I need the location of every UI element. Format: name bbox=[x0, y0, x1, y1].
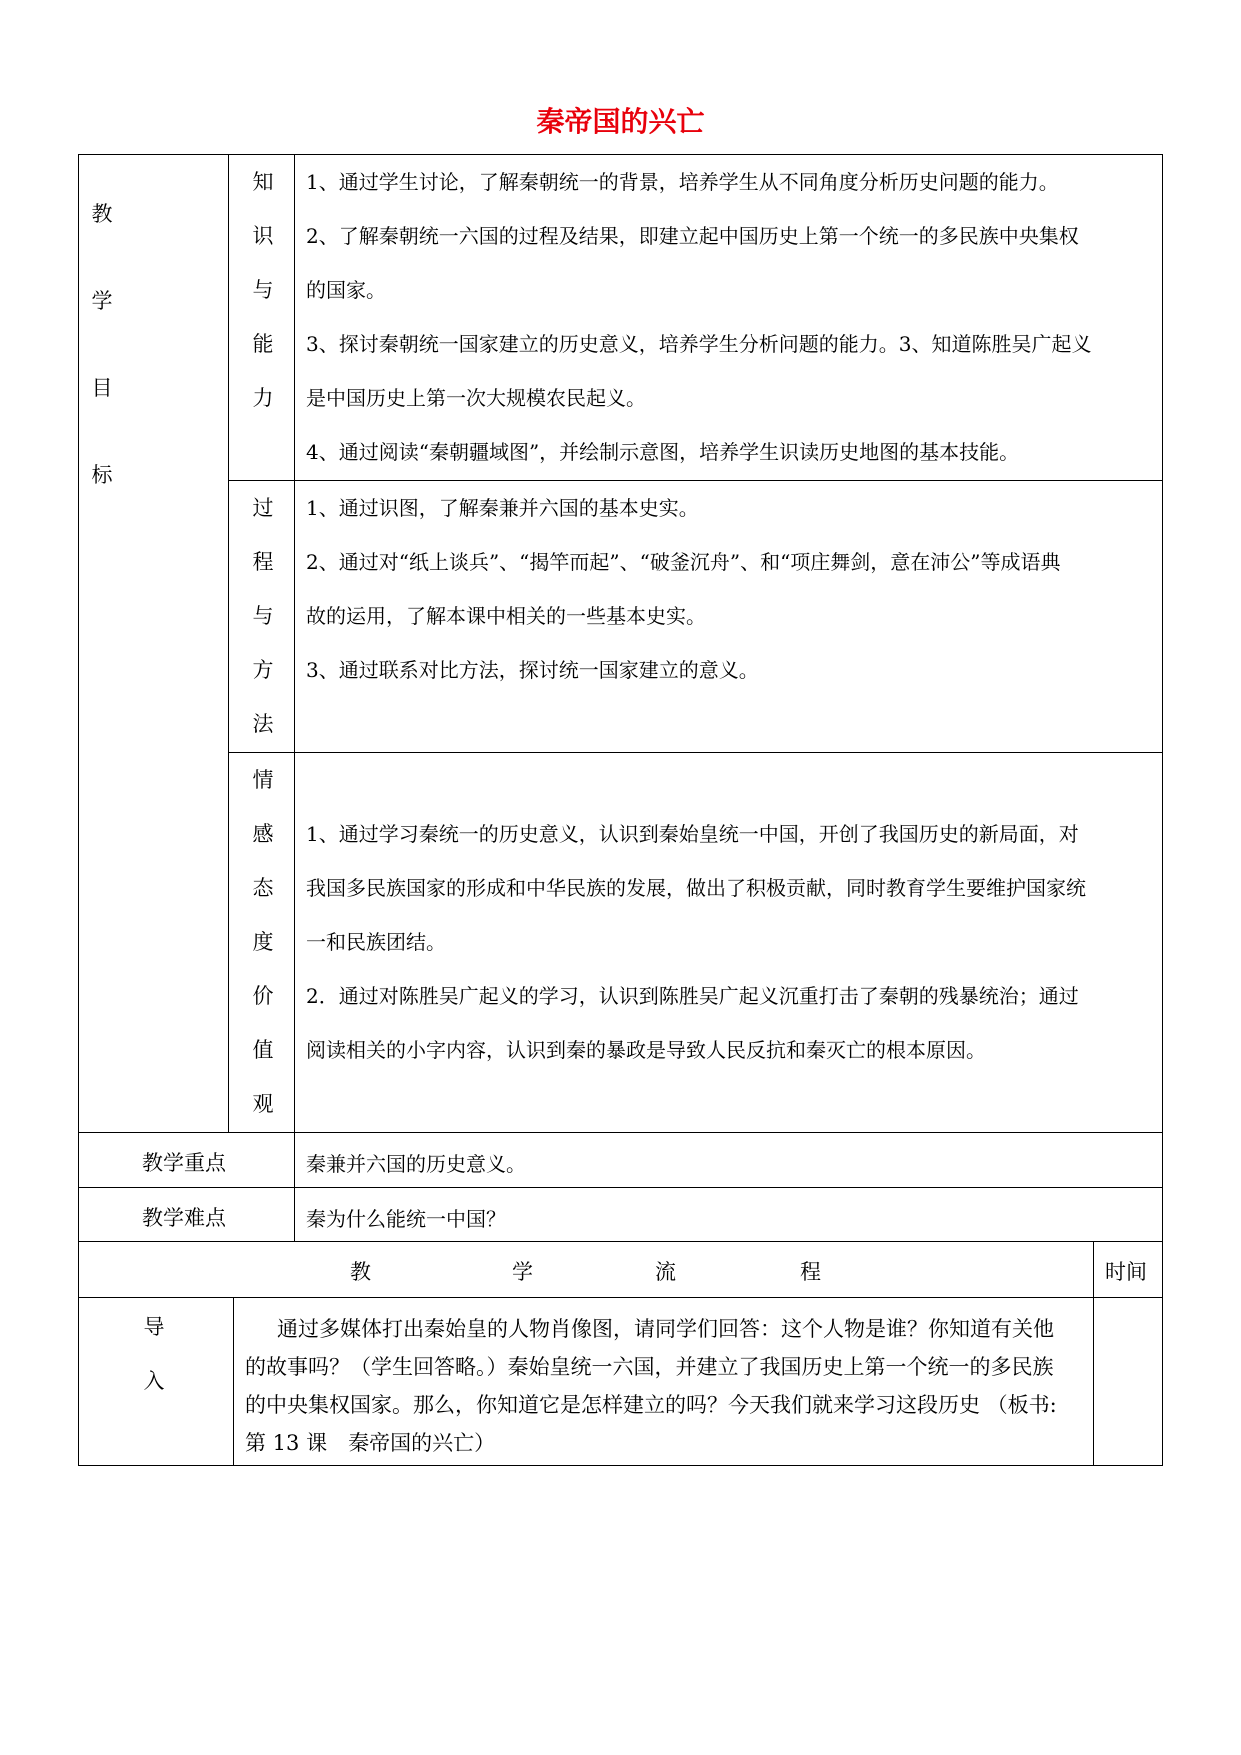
row-divider-keypoint bbox=[78, 1187, 1162, 1188]
process-label-char: 方 bbox=[252, 658, 274, 682]
col-divider-intro bbox=[233, 1297, 234, 1466]
knowledge-label-char: 力 bbox=[252, 386, 274, 410]
knowledge-line: 2、了解秦朝统一六国的过程及结果，即建立起中国历史上第一个统一的多民族中央集权 bbox=[306, 224, 1079, 248]
emotion-label-char: 价 bbox=[252, 984, 274, 1008]
process-label-char: 与 bbox=[252, 604, 274, 628]
knowledge-label-char: 知 bbox=[252, 170, 274, 194]
key-point-label: 教学重点 bbox=[142, 1151, 226, 1175]
document-title: 秦帝国的兴亡 bbox=[536, 105, 705, 138]
row-divider-process bbox=[228, 752, 1162, 753]
knowledge-label-char: 与 bbox=[252, 278, 274, 302]
emotion-label-char: 观 bbox=[252, 1092, 274, 1116]
intro-label-char: 入 bbox=[143, 1369, 165, 1393]
col-divider-sublabel-right bbox=[294, 154, 295, 1242]
intro-line: 第 13 课 秦帝国的兴亡） bbox=[245, 1431, 496, 1455]
col-divider-sublabel-left bbox=[228, 154, 229, 1132]
intro-label-char: 导 bbox=[143, 1315, 165, 1339]
knowledge-line: 是中国历史上第一次大规模农民起义。 bbox=[306, 386, 646, 410]
goals-label-char: 学 bbox=[91, 289, 113, 313]
key-point-value: 秦兼并六国的历史意义。 bbox=[306, 1152, 526, 1176]
flow-header-char: 程 bbox=[800, 1260, 821, 1284]
row-divider-difficulty bbox=[78, 1241, 1162, 1242]
knowledge-line: 1、通过学生讨论，了解秦朝统一的背景，培养学生从不同角度分析历史问题的能力。 bbox=[306, 170, 1059, 194]
emotion-label-char: 度 bbox=[252, 930, 274, 954]
intro-line: 通过多媒体打出秦始皇的人物肖像图，请同学们回答：这个人物是谁？你知道有关他 bbox=[277, 1317, 1054, 1341]
process-label-char: 程 bbox=[252, 550, 274, 574]
row-divider-goals bbox=[78, 1132, 1162, 1133]
emotion-line: 我国多民族国家的形成和中华民族的发展，做出了积极贡献，同时教育学生要维护国家统 bbox=[306, 876, 1086, 900]
knowledge-label-char: 识 bbox=[252, 224, 274, 248]
time-header: 时间 bbox=[1105, 1260, 1147, 1284]
process-line: 3、通过联系对比方法，探讨统一国家建立的意义。 bbox=[306, 658, 759, 682]
emotion-label-char: 情 bbox=[252, 768, 274, 792]
table-border-left bbox=[78, 154, 79, 1466]
knowledge-line: 的国家。 bbox=[306, 278, 386, 302]
emotion-label-char: 感 bbox=[252, 822, 274, 846]
goals-label-char: 目 bbox=[91, 376, 113, 400]
emotion-label-char: 态 bbox=[252, 876, 274, 900]
flow-header-char: 流 bbox=[655, 1260, 676, 1284]
process-label-char: 过 bbox=[252, 496, 274, 520]
knowledge-line: 4、通过阅读“秦朝疆域图”，并绘制示意图，培养学生识读历史地图的基本技能。 bbox=[306, 440, 1020, 464]
emotion-line: 2．通过对陈胜吴广起义的学习，认识到陈胜吴广起义沉重打击了秦朝的残暴统治；通过 bbox=[306, 984, 1079, 1008]
emotion-line: 一和民族团结。 bbox=[306, 930, 446, 954]
process-line: 2、通过对“纸上谈兵”、“揭竿而起”、“破釜沉舟”、和“项庄舞剑，意在沛公”等成语典 bbox=[306, 550, 1061, 574]
process-line: 故的运用，了解本课中相关的一些基本史实。 bbox=[306, 604, 706, 628]
intro-line: 的中央集权国家。那么，你知道它是怎样建立的吗？今天我们就来学习这段历史 （板书: bbox=[245, 1393, 1057, 1417]
row-divider-flow bbox=[78, 1297, 1162, 1298]
difficulty-value: 秦为什么能统一中国？ bbox=[306, 1207, 506, 1231]
emotion-line: 1、通过学习秦统一的历史意义，认识到秦始皇统一中国，开创了我国历史的新局面，对 bbox=[306, 822, 1079, 846]
intro-line: 的故事吗？（学生回答略。）秦始皇统一六国，并建立了我国历史上第一个统一的多民族 bbox=[245, 1355, 1054, 1379]
knowledge-label-char: 能 bbox=[252, 332, 274, 356]
goals-label-char: 教 bbox=[91, 202, 113, 226]
table-border-bottom bbox=[78, 1465, 1162, 1466]
flow-header-char: 教 bbox=[350, 1260, 371, 1284]
difficulty-label: 教学难点 bbox=[142, 1206, 226, 1230]
process-line: 1、通过识图，了解秦兼并六国的基本史实。 bbox=[306, 496, 699, 520]
flow-header-char: 学 bbox=[512, 1260, 533, 1284]
knowledge-line: 3、探讨秦朝统一国家建立的历史意义，培养学生分析问题的能力。3、知道陈胜吴广起义 bbox=[306, 332, 1092, 356]
table-border-right bbox=[1162, 154, 1163, 1466]
emotion-label-char: 值 bbox=[252, 1038, 274, 1062]
process-label-char: 法 bbox=[252, 712, 274, 736]
col-divider-time bbox=[1093, 1241, 1094, 1466]
emotion-line: 阅读相关的小字内容，认识到秦的暴政是导致人民反抗和秦灭亡的根本原因。 bbox=[306, 1038, 986, 1062]
goals-label-char: 标 bbox=[91, 463, 113, 487]
